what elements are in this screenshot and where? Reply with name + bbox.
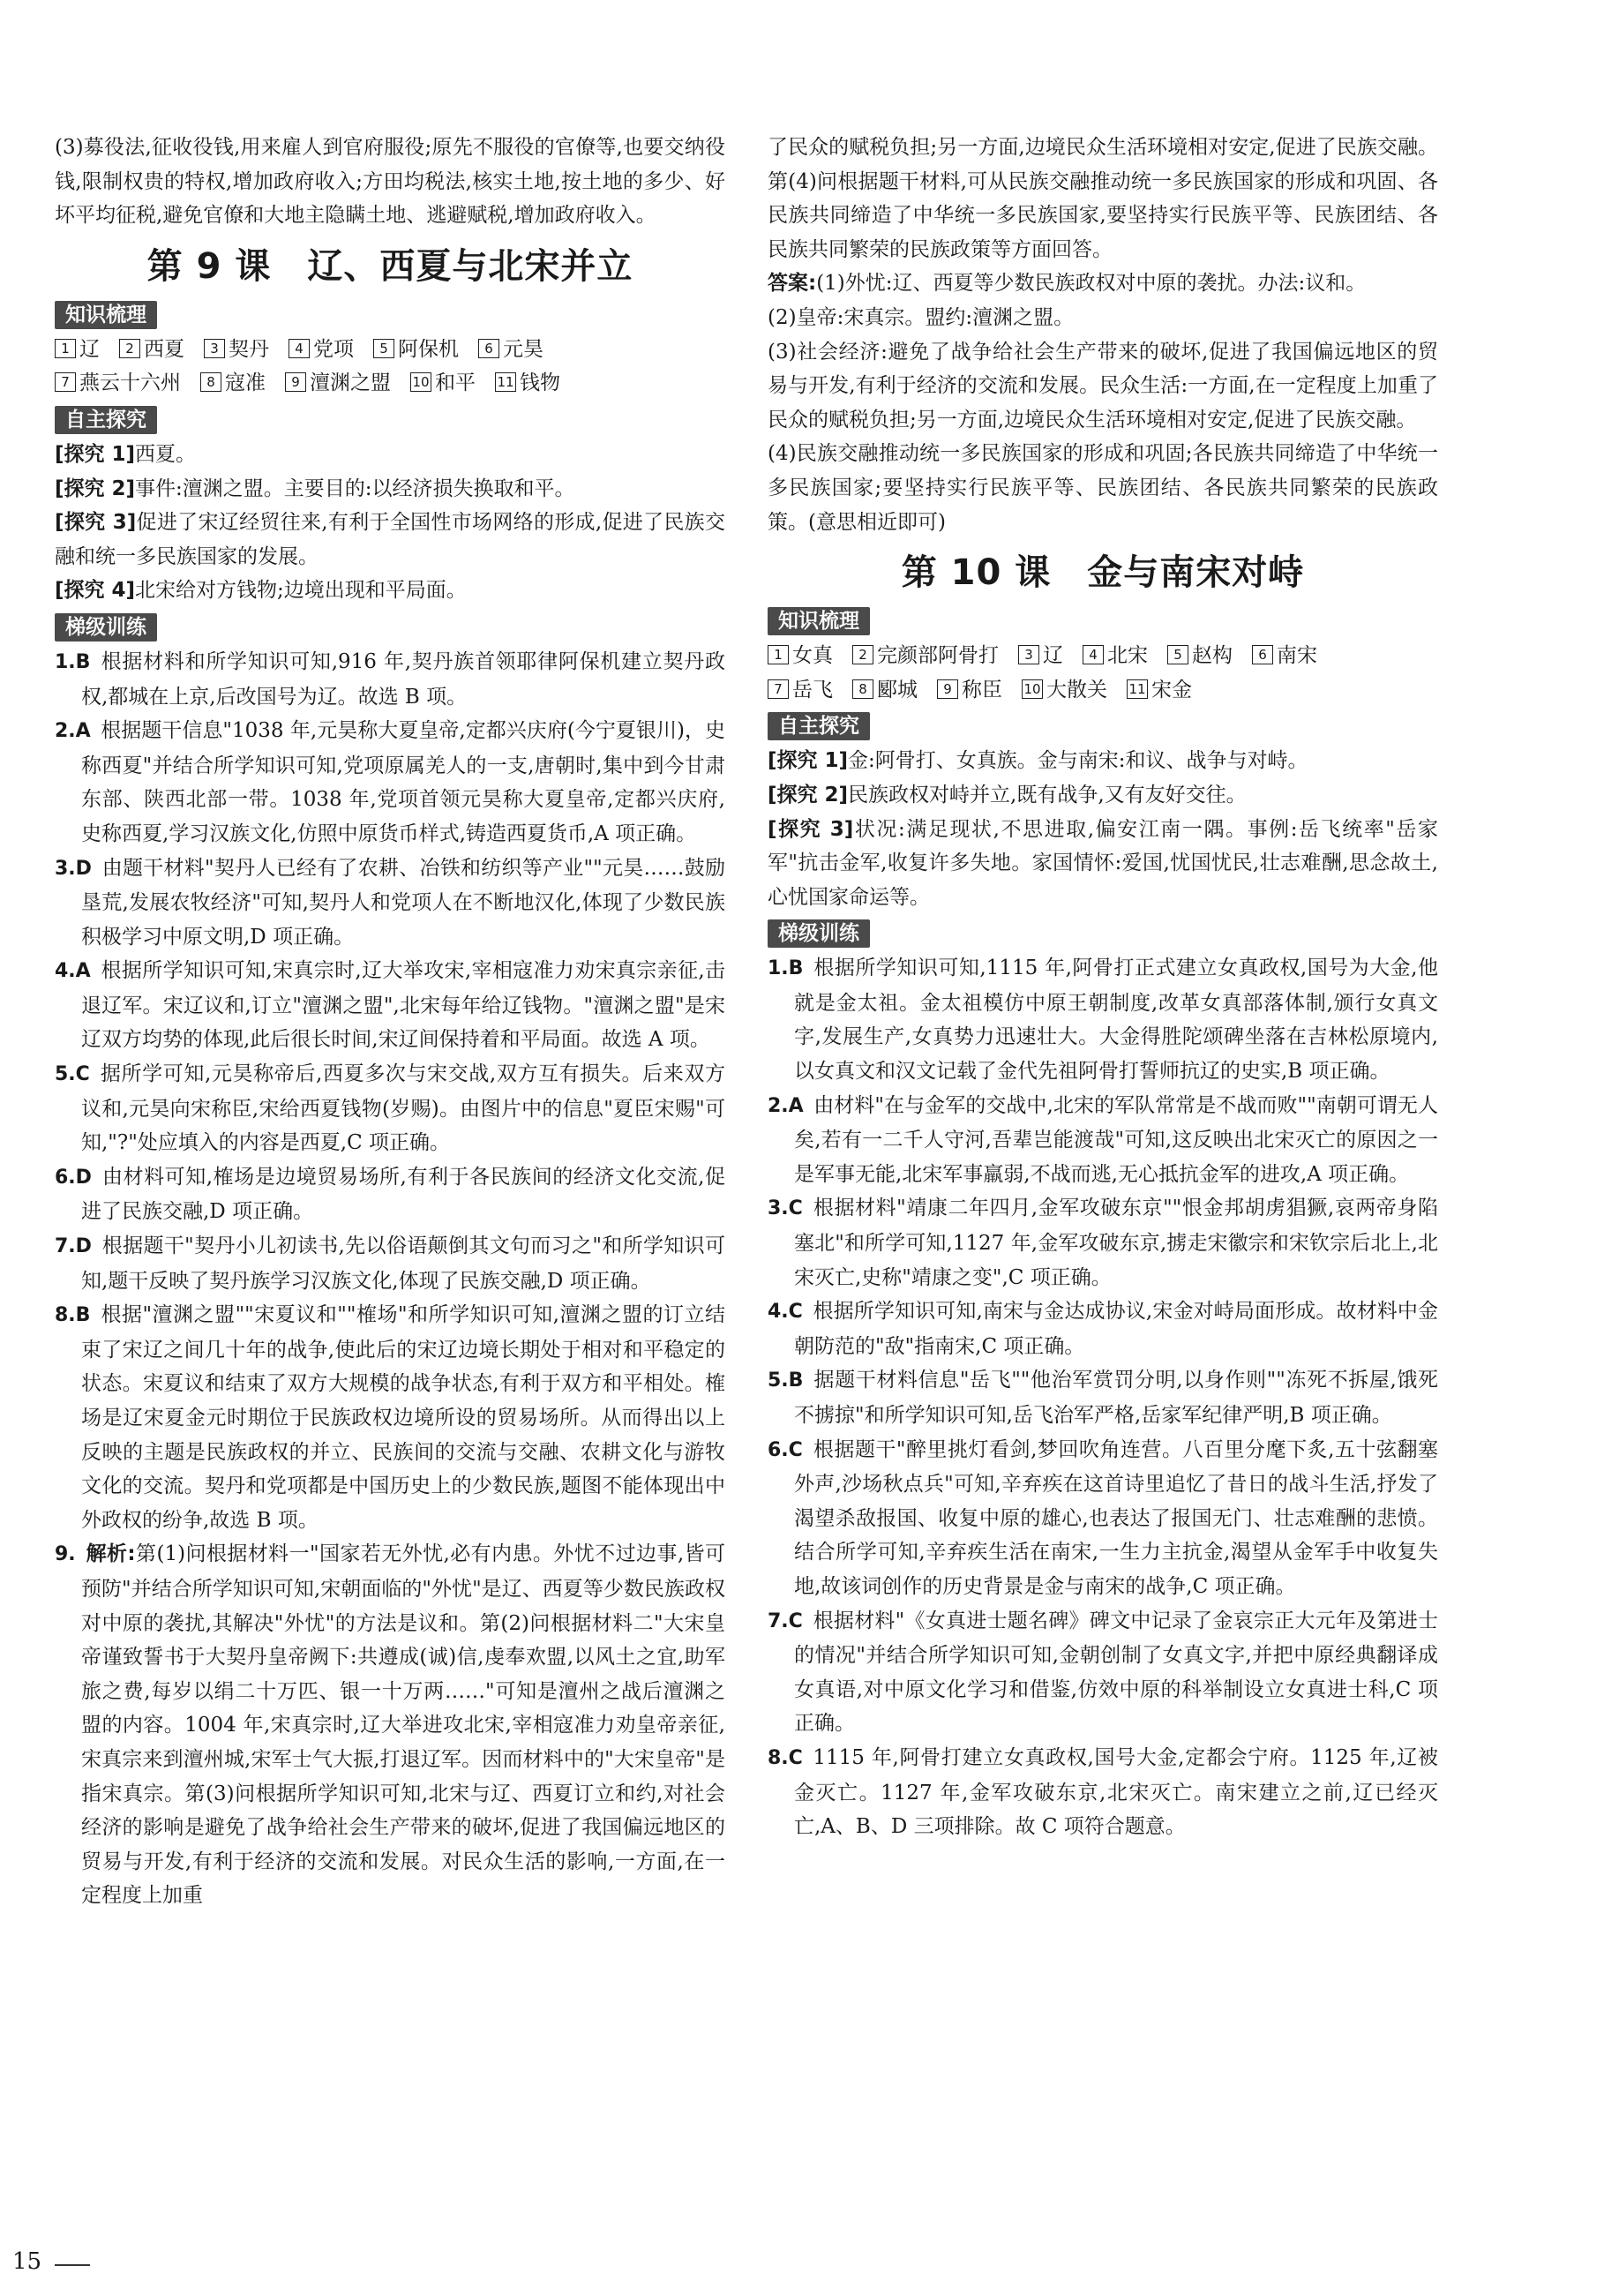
explore-text: 民族政权对峙并立,既有战争,又有友好交往。 [848, 783, 1247, 807]
knowledge-text: 契丹 [229, 337, 269, 361]
knowledge-number-box: 11 [1127, 679, 1148, 699]
question-number: 1.B [55, 650, 91, 673]
knowledge-item [1022, 673, 1107, 708]
knowledge-item [55, 333, 100, 367]
knowledge-number-box: 6 [478, 339, 499, 358]
knowledge-number-box: 7 [55, 372, 76, 392]
answer-text: (1)外忧:辽、西夏等少数民族政权对中原的袭扰。办法:议和。 [816, 272, 1367, 296]
knowledge-number-box: 8 [200, 372, 221, 392]
knowledge-item [410, 366, 476, 401]
question-number: 3.D [55, 857, 92, 880]
question-item [55, 852, 725, 955]
knowledge-text: 元昊 [503, 337, 543, 361]
knowledge-text: 西夏 [144, 337, 184, 361]
knowledge-list [55, 333, 725, 367]
knowledge-text: 宋金 [1151, 678, 1192, 702]
question-text: 根据所学知识可知,南宋与金达成协议,宋金对峙局面形成。故材料中金朝防范的"敌"指南宋,C 项正确。 [794, 1300, 1438, 1358]
question-text: 根据材料"靖康二年四月,金军攻破东京""恨金邦胡虏猖獗,哀两帝身陷塞北"和所学可知,1127 年,金军攻破东京,掳走宋徽宗和宋钦宗后北上,北宋灭亡,史称"靖康之变",C 项正确。 [794, 1197, 1438, 1289]
question-item [768, 1741, 1438, 1844]
question-item [768, 1294, 1438, 1363]
knowledge-text: 阿保机 [398, 337, 459, 361]
knowledge-item [768, 639, 833, 673]
question-number: 7.C [768, 1609, 803, 1632]
continuation-paragraph: 了民众的赋税负担;另一方面,边境民众生活环境相对安定,促进了民族交融。第(4)问根据题干材料,可从民族交融推动统一多民族国家的形成和巩固、各民族共同缔造了中华统一多民族国家,要坚持实行民族平等、民族团结、各民族共同繁荣的民族政策等方面回答。 [768, 136, 1438, 261]
question-number: 5.B [768, 1369, 804, 1392]
question-number: 4.C [768, 1301, 803, 1324]
knowledge-text: 澶渊之盟 [310, 371, 391, 395]
question-list [768, 951, 1438, 1843]
question-number: 2.A [55, 720, 91, 743]
knowledge-item [1018, 639, 1063, 673]
knowledge-number-box: 10 [1022, 679, 1043, 699]
explore-text: 金:阿骨打、女真族。金与南宋:和议、战争与对峙。 [848, 749, 1308, 773]
knowledge-text: 女真 [792, 644, 833, 668]
answer-line [768, 266, 1438, 301]
knowledge-number-box: 2 [119, 339, 140, 358]
knowledge-tag: 知识梳理 [55, 301, 157, 329]
question-item [768, 1089, 1438, 1192]
page-number-rule [55, 2264, 90, 2266]
question-text: 由材料可知,榷场是边境贸易场所,有利于各民族间的经济文化交流,促进了民族交融,D 项正确。 [81, 1165, 725, 1224]
explore-label: [探究 2] [768, 783, 849, 807]
knowledge-item [937, 673, 1002, 708]
knowledge-number-box: 10 [410, 372, 431, 392]
knowledge-item [119, 333, 184, 367]
question-number: 5.C [55, 1063, 90, 1086]
explore-text: 北宋给对方钱物;边境出现和平局面。 [135, 579, 467, 603]
explore-item [768, 778, 1438, 813]
knowledge-number-box: 3 [204, 339, 225, 358]
question-item [55, 1537, 725, 1913]
question-text: 根据所学知识可知,1115 年,阿骨打正式建立女真政权,国号为大金,他就是金太祖。金太祖模仿中原王朝制度,改革女真部落体制,颁行女真文字,发展生产,女真势力迅速壮大。大金得胜陀颂碑坐落在吉林松原境内,以女真文和汉文记载了金代先祖阿骨打誓师抗辽的史实,B 项正确。 [794, 957, 1438, 1084]
question-item [768, 1191, 1438, 1294]
right-column [768, 131, 1438, 1844]
knowledge-number-box: 4 [1083, 645, 1104, 664]
explore-tag: 自主探究 [768, 712, 870, 740]
explore-text: 状况:满足现状,不思进取,偏安江南一隅。事例:岳飞统率"岳家军"抗击金军,收复许多失地。家国情怀:爱国,忧国忧民,壮志难酬,思念故土,心忧国家命运等。 [768, 817, 1438, 909]
answer-line: (4)民族交融推动统一多民族国家的形成和巩固;各民族共同缔造了中华统一多民族国家;要坚持实行民族平等、民族团结、各民族共同繁荣的民族政策。(意思相近即可) [768, 442, 1438, 534]
knowledge-item [478, 333, 543, 367]
question-item [55, 1229, 725, 1298]
knowledge-number-box: 6 [1252, 645, 1273, 664]
question-number: 6.D [55, 1166, 92, 1189]
explore-item [55, 438, 725, 472]
explore-text: 促进了宋辽经贸往来,有利于全国性市场网络的形成,促进了民族交融和统一多民族国家的发展。 [55, 511, 725, 568]
knowledge-number-box: 4 [289, 339, 310, 358]
knowledge-item [852, 673, 918, 708]
knowledge-text: 郾城 [877, 678, 918, 702]
question-item [55, 1057, 725, 1160]
knowledge-text: 辽 [79, 337, 100, 361]
knowledge-item [204, 333, 269, 367]
question-item [55, 645, 725, 714]
question-item [55, 1298, 725, 1537]
knowledge-text: 燕云十六州 [79, 371, 181, 395]
knowledge-text: 寇准 [225, 371, 266, 395]
question-text: 据所学可知,元昊称帝后,西夏多次与宋交战,双方互有损失。后来双方议和,元昊向宋称臣,宋给西夏钱物(岁赐)。由图片中的信息"夏臣宋赐"可知,"?"处应填入的内容是西夏,C 项正确。 [81, 1062, 725, 1155]
knowledge-tag: 知识梳理 [768, 607, 870, 635]
question-item [55, 954, 725, 1057]
knowledge-text: 南宋 [1277, 644, 1317, 668]
training-tag: 梯级训练 [55, 613, 157, 642]
knowledge-text: 大散关 [1046, 678, 1107, 702]
knowledge-item [768, 673, 833, 708]
answer-line: (3)社会经济:避免了战争给社会生产带来的破坏,促进了我国偏远地区的贸易与开发,有利于经济的交流和发展。民众生活:一方面,在一定程度上加重了民众的赋税负担;另一方面,边境民众生活环境相对安定,促进了民族交融。 [768, 340, 1438, 431]
knowledge-item [852, 639, 999, 673]
question-item [768, 1433, 1438, 1604]
knowledge-number-box: 5 [373, 339, 394, 358]
training-tag: 梯级训练 [768, 919, 870, 948]
knowledge-text: 辽 [1043, 644, 1063, 668]
explore-item [768, 813, 1438, 915]
knowledge-item [1083, 639, 1148, 673]
knowledge-list [768, 639, 1438, 673]
question-text: 根据题干信息"1038 年,元昊称大夏皇帝,定都兴庆府(今宁夏银川)，史称西夏"并结合所学知识可知,党项原属羌人的一支,唐朝时,集中到今甘肃东部、陕西北部一带。1038 年,党项首领元昊称大夏皇帝,定都兴庆府,史称西夏,学习汉族文化,仿照中原货币样式,铸造西夏货币,A 项正确。 [81, 719, 725, 845]
knowledge-text: 党项 [313, 337, 354, 361]
knowledge-item [200, 366, 266, 401]
knowledge-item [55, 366, 181, 401]
knowledge-number-box: 11 [495, 372, 516, 392]
knowledge-text: 称臣 [962, 678, 1002, 702]
knowledge-text: 和平 [435, 371, 476, 395]
knowledge-number-box: 9 [285, 372, 306, 392]
explore-label: [探究 2] [55, 476, 136, 500]
question-item [768, 1604, 1438, 1741]
knowledge-number-box: 9 [937, 679, 958, 699]
knowledge-item [373, 333, 459, 367]
explore-label: [探究 4] [55, 579, 136, 603]
knowledge-item [1252, 639, 1317, 673]
question-item [55, 714, 725, 851]
question-item [768, 1363, 1438, 1432]
lesson-10-title: 第 10 课 金与南宋对峙 [901, 552, 1305, 594]
knowledge-number-box: 5 [1167, 645, 1188, 664]
answer-label: 答案: [768, 272, 817, 296]
knowledge-item [1127, 673, 1192, 708]
question-item [55, 1160, 725, 1229]
explore-label: [探究 1] [768, 749, 849, 773]
knowledge-item [285, 366, 391, 401]
question-number: 9. [55, 1543, 76, 1566]
knowledge-item [1167, 639, 1233, 673]
explore-list [768, 744, 1438, 914]
question-item [768, 951, 1438, 1088]
question-number: 8.C [768, 1746, 803, 1769]
question-number: 8.B [55, 1304, 91, 1327]
knowledge-text: 钱物 [520, 371, 560, 395]
knowledge-number-box: 7 [768, 679, 789, 699]
knowledge-list [55, 366, 725, 401]
explore-list [55, 438, 725, 608]
explore-item [768, 744, 1438, 778]
question-number: 1.B [768, 957, 804, 980]
question-text: 由材料"在与金军的交战中,北宋的军队常常是不战而败""南朝可谓无人矣,若有一二千人守河,吾辈岂能渡哉"可知,这反映出北宋灭亡的原因之一是军事无能,北宋军事羸弱,不战而逃,无心抵抗金军的进攻,A 项正确。 [794, 1093, 1438, 1186]
question-text: 由题干材料"契丹人已经有了农耕、冶铁和纺织等产业""元昊……鼓励垦荒,发展农牧经济"可知,契丹人和党项人在不断地汉化,体现了少数民族积极学习中原文明,D 项正确。 [81, 856, 725, 949]
knowledge-number-box: 1 [768, 645, 789, 664]
question-text: 根据所学知识可知,宋真宗时,辽大举攻宋,宰相寇准力劝宋真宗亲征,击退辽军。宋辽议和,订立"澶渊之盟",北宋每年给辽钱物。"澶渊之盟"是宋辽双方均势的体现,此后很长时间,宋辽间保持着和平局面。故选 A 项。 [81, 959, 725, 1052]
page-number: 15 [12, 2248, 42, 2275]
lesson-9-title: 第 9 课 辽、西夏与北宋并立 [146, 245, 633, 287]
question-text: 根据"澶渊之盟""宋夏议和""榷场"和所学知识可知,澶渊之盟的订立结束了宋辽之间几十年的战争,使此后的宋辽边境长期处于相对和平稳定的状态。宋夏议和结束了双方大规模的战争状态,有利于双方和平相处。榷场是辽宋夏金元时期位于民族政权边境所设的贸易场所。从而得出以上反映的主题是民族政权的并立、民族间的交流与交融、农耕文化与游牧文化的交流。契丹和党项都是中国历史上的少数民族,题图不能体现出中外政权的纷争,故选 B 项。 [81, 1303, 725, 1532]
question-number: 7.D [55, 1235, 92, 1258]
explore-label: [探究 3] [768, 817, 854, 841]
explore-label: [探究 1] [55, 442, 136, 466]
question-number: 6.C [768, 1438, 803, 1461]
explore-item [55, 506, 725, 574]
question-text: 1115 年,阿骨打建立女真政权,国号大金,定都会宁府。1125 年,辽被金灭亡。1127 年,金军攻破东京,北宋灭亡。南宋建立之前,辽已经灭亡,A、B、D 三项排除。故 C 项符合题意。 [794, 1745, 1438, 1839]
knowledge-text: 岳飞 [792, 678, 833, 702]
knowledge-number-box: 8 [852, 679, 873, 699]
question-number: 3.C [768, 1197, 803, 1220]
explore-tag: 自主探究 [55, 406, 157, 434]
question-text: 根据题干"醉里挑灯看剑,梦回吹角连营。八百里分麾下炙,五十弦翻塞外声,沙场秋点兵"可知,辛弃疾在这首诗里追忆了昔日的战斗生活,抒发了渴望杀敌报国、收复中原的雄心,也表达了报国无门、壮志难酬的悲愤。结合所学可知,辛弃疾生活在南宋,一生力主抗金,渴望从金军手中收复失地,故该词创作的历史背景是金与南宋的战争,C 项正确。 [794, 1437, 1438, 1598]
explore-text: 西夏。 [135, 442, 197, 466]
question-text: 根据材料和所学知识可知,916 年,契丹族首领耶律阿保机建立契丹政权,都城在上京,后改国号为辽。故选 B 项。 [81, 649, 725, 709]
knowledge-number-box: 2 [852, 645, 873, 664]
knowledge-text: 北宋 [1107, 644, 1148, 668]
knowledge-list [768, 673, 1438, 708]
knowledge-item [289, 333, 354, 367]
knowledge-text: 完颜部阿骨打 [877, 644, 999, 668]
question-list [55, 645, 725, 1913]
question-text: 根据题干"契丹小儿初读书,先以俗语颠倒其文句而习之"和所学知识可知,题干反映了契丹族学习汉族文化,体现了民族交融,D 项正确。 [81, 1234, 725, 1293]
knowledge-item [495, 366, 560, 401]
question-number: 2.A [768, 1094, 804, 1117]
explore-label: [探究 3] [55, 511, 137, 535]
knowledge-number-box: 3 [1018, 645, 1039, 664]
analysis-label: 解析: [86, 1542, 136, 1566]
intro-paragraph: (3)募役法,征收役钱,用来雇人到官府服役;原先不服役的官僚等,也要交纳役钱,限制权贵的特权,增加政府收入;方田均税法,核实土地,按土地的多少、好坏平均征税,避免官僚和大地主隐瞒土地、逃避赋税,增加政府收入。 [55, 136, 725, 228]
answer-line: (2)皇帝:宋真宗。盟约:澶渊之盟。 [768, 305, 1075, 329]
question-number: 4.A [55, 960, 91, 983]
knowledge-text: 赵构 [1192, 644, 1233, 668]
left-column [55, 131, 725, 1913]
knowledge-number-box: 1 [55, 339, 76, 358]
explore-text: 事件:澶渊之盟。主要目的:以经济损失换取和平。 [135, 476, 575, 500]
question-text: 据题干材料信息"岳飞""他治军赏罚分明,以身作则""冻死不拆屋,饿死不掳掠"和所学知识可知,岳飞治军严格,岳家军纪律严明,B 项正确。 [794, 1369, 1438, 1427]
explore-item [55, 574, 725, 608]
question-text: 根据材料"《女真进士题名碑》碑文中记录了金哀宗正大元年及第进士的情况"并结合所学知识可知,金朝创制了女真文字,并把中原经典翻译成女真语,对中原文化学习和借鉴,仿效中原的科举制设立女真进士科,C 项正确。 [794, 1609, 1438, 1736]
question-text: 第(1)问根据材料一"国家若无外忧,必有内患。外忧不过边事,皆可预防"并结合所学知识可知,宋朝面临的"外忧"是辽、西夏等少数民族政权对中原的袭扰,其解决"外忧"的方法是议和。第(2)问根据材料二"大宋皇帝谨致誓书于大契丹皇帝阙下:共遵成(诚)信,虔奉欢盟,以风土之宜,助军旅之费,每岁以绢二十万匹、银一十万两……"可知是澶州之战后澶渊之盟的内容。1004 年,宋真宗时,辽大举进攻北宋,宰相寇准力劝皇帝亲征,宋真宗来到澶州城,宋军士气大振,打退辽军。因而材料中的"大宋皇帝"是指宋真宗。第(3)问根据所学知识可知,北宋与辽、西夏订立和约,对社会经济的影响是避免了战争给社会生产带来的破坏,促进了我国偏远地区的贸易与开发,有利于经济的交流和发展。对民众生活的影响,一方面,在一定程度上加重 [81, 1542, 726, 1908]
explore-item [55, 472, 725, 506]
